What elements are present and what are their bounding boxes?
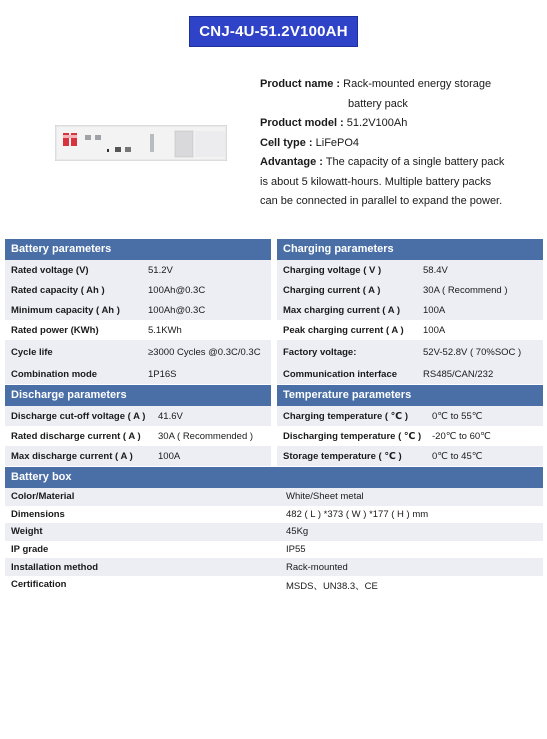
discharge-params-section: [5, 385, 271, 466]
row-key: Discharging temperature ( ℃ ): [283, 430, 422, 442]
row-value: 30A ( Recommend ): [423, 284, 508, 296]
advantage-text-2: is about 5 kilowatt-hours. Multiple battery packs: [260, 175, 492, 188]
row-value: White/Sheet metal: [286, 491, 364, 503]
row-key: Charging current ( A ): [283, 284, 381, 296]
discharge-params-heading: Discharge parameters: [5, 385, 271, 406]
product-name-row: [260, 75, 535, 95]
row-key: Charging temperature ( ℃ ): [283, 410, 408, 422]
row-value: 1P16S: [148, 368, 177, 380]
row-value: 100Ah@0.3C: [148, 284, 206, 296]
row-key: Max charging current ( A ): [283, 304, 401, 316]
advantage-label: Advantage :: [260, 156, 323, 168]
row-value: -20℃ to 60℃: [432, 430, 491, 442]
advantage-text-3: can be connected in parallel to expand the power.: [260, 195, 503, 207]
row-key: Peak charging current ( A ): [283, 324, 404, 336]
row-key: Weight: [11, 526, 43, 538]
table-row: [5, 541, 543, 559]
table-row: [5, 506, 543, 524]
row-key: Minimum capacity ( Ah ): [11, 304, 120, 316]
row-key: Communication interface: [283, 368, 398, 380]
row-key: Discharge cut-off voltage ( A ): [11, 410, 146, 422]
product-model-label: Product model :: [260, 117, 344, 129]
row-key: Charging voltage ( V ): [283, 264, 382, 276]
charging-params-heading: Charging parameters: [277, 239, 543, 260]
row-value: RS485/CAN/232: [423, 368, 494, 380]
row-value: 0℃ to 55℃: [432, 410, 483, 422]
table-row: [5, 406, 271, 426]
cell-type-value: LiFePO4: [315, 136, 360, 149]
table-row: [5, 260, 271, 280]
row-key: Dimensions: [11, 508, 65, 520]
table-row: [277, 426, 543, 446]
page-title: CNJ-4U-51.2V100AH: [189, 16, 357, 47]
product-name-label: Product name :: [260, 78, 341, 90]
row-value: 100A: [423, 304, 446, 316]
battery-box-heading: Battery box: [5, 467, 543, 488]
table-row: [5, 523, 543, 541]
row-key: Rated power (KWh): [11, 324, 99, 336]
table-row: [5, 446, 271, 466]
row-key: IP grade: [11, 544, 49, 556]
row-key: Rated capacity ( Ah ): [11, 284, 105, 296]
row-value: 100Ah@0.3C: [148, 304, 206, 316]
row-value: 100A: [423, 324, 446, 336]
row-value: 52V-52.8V ( 70%SOC ): [423, 346, 522, 358]
row-value: 41.6V: [158, 410, 183, 422]
row-key: Color/Material: [11, 491, 75, 503]
row-key: Installation method: [11, 561, 99, 573]
table-row: [277, 406, 543, 426]
row-value: ≥3000 Cycles @0.3C/0.3C: [148, 346, 261, 358]
row-key: Storage temperature ( ℃ ): [283, 450, 402, 462]
battery-params-heading: Battery parameters: [5, 239, 271, 260]
cell-type-row: [260, 134, 535, 154]
cell-type-label: Cell type :: [260, 136, 313, 149]
table-row: [277, 364, 543, 384]
table-row: [277, 340, 543, 364]
battery-params-section: [5, 239, 271, 384]
row-value: IP55: [286, 544, 306, 556]
row-value: 51.2V: [148, 264, 173, 276]
row-key: Cycle life: [11, 346, 53, 358]
row-value: 482 ( L ) *373 ( W ) *177 ( H ) mm: [286, 508, 429, 520]
row-value: 5.1KWh: [148, 324, 182, 336]
table-row: [5, 364, 271, 384]
row-key: Combination mode: [11, 368, 98, 380]
table-row: [5, 300, 271, 320]
table-row: [277, 446, 543, 466]
row-key: Rated discharge current ( A ): [11, 430, 141, 442]
table-row: [277, 320, 543, 340]
row-value: 45Kg: [286, 526, 309, 538]
row-key: Max discharge current ( A ): [11, 450, 133, 462]
table-row: [5, 320, 271, 340]
table-row: [5, 558, 543, 576]
row-key: Certification: [11, 579, 67, 591]
table-row: [277, 280, 543, 300]
product-model-row: [260, 114, 535, 134]
advantage-row: [260, 153, 535, 173]
table-row: [5, 488, 543, 506]
row-value: 58.4V: [423, 264, 448, 276]
advantage-text-1: The capacity of a single battery pack: [325, 156, 505, 168]
product-info: [260, 75, 535, 212]
title-wrap: [0, 16, 547, 47]
battery-pack-image: [55, 125, 227, 161]
table-row: [5, 426, 271, 446]
table-row: [277, 260, 543, 280]
product-model-value: 51.2V100Ah: [346, 117, 408, 129]
charging-params-section: [277, 239, 543, 384]
temperature-params-heading: Temperature parameters: [277, 385, 543, 406]
table-row: [5, 576, 543, 594]
table-row: [5, 340, 271, 364]
row-key: Rated voltage (V): [11, 264, 89, 276]
table-row: [277, 300, 543, 320]
product-name-value-cont: battery pack: [348, 97, 408, 110]
table-row: [5, 280, 271, 300]
row-value: 0℃ to 45℃: [432, 450, 483, 462]
temperature-params-section: [277, 385, 543, 466]
row-key: Factory voltage:: [283, 346, 357, 358]
row-value: 30A ( Recommended ): [158, 430, 254, 442]
row-value: Rack-mounted: [286, 561, 348, 573]
battery-box-section: [5, 467, 543, 594]
product-name-value: Rack-mounted energy storage: [343, 78, 492, 90]
row-value: MSDS、UN38.3、CE: [286, 580, 378, 592]
row-value: 100A: [158, 450, 181, 462]
